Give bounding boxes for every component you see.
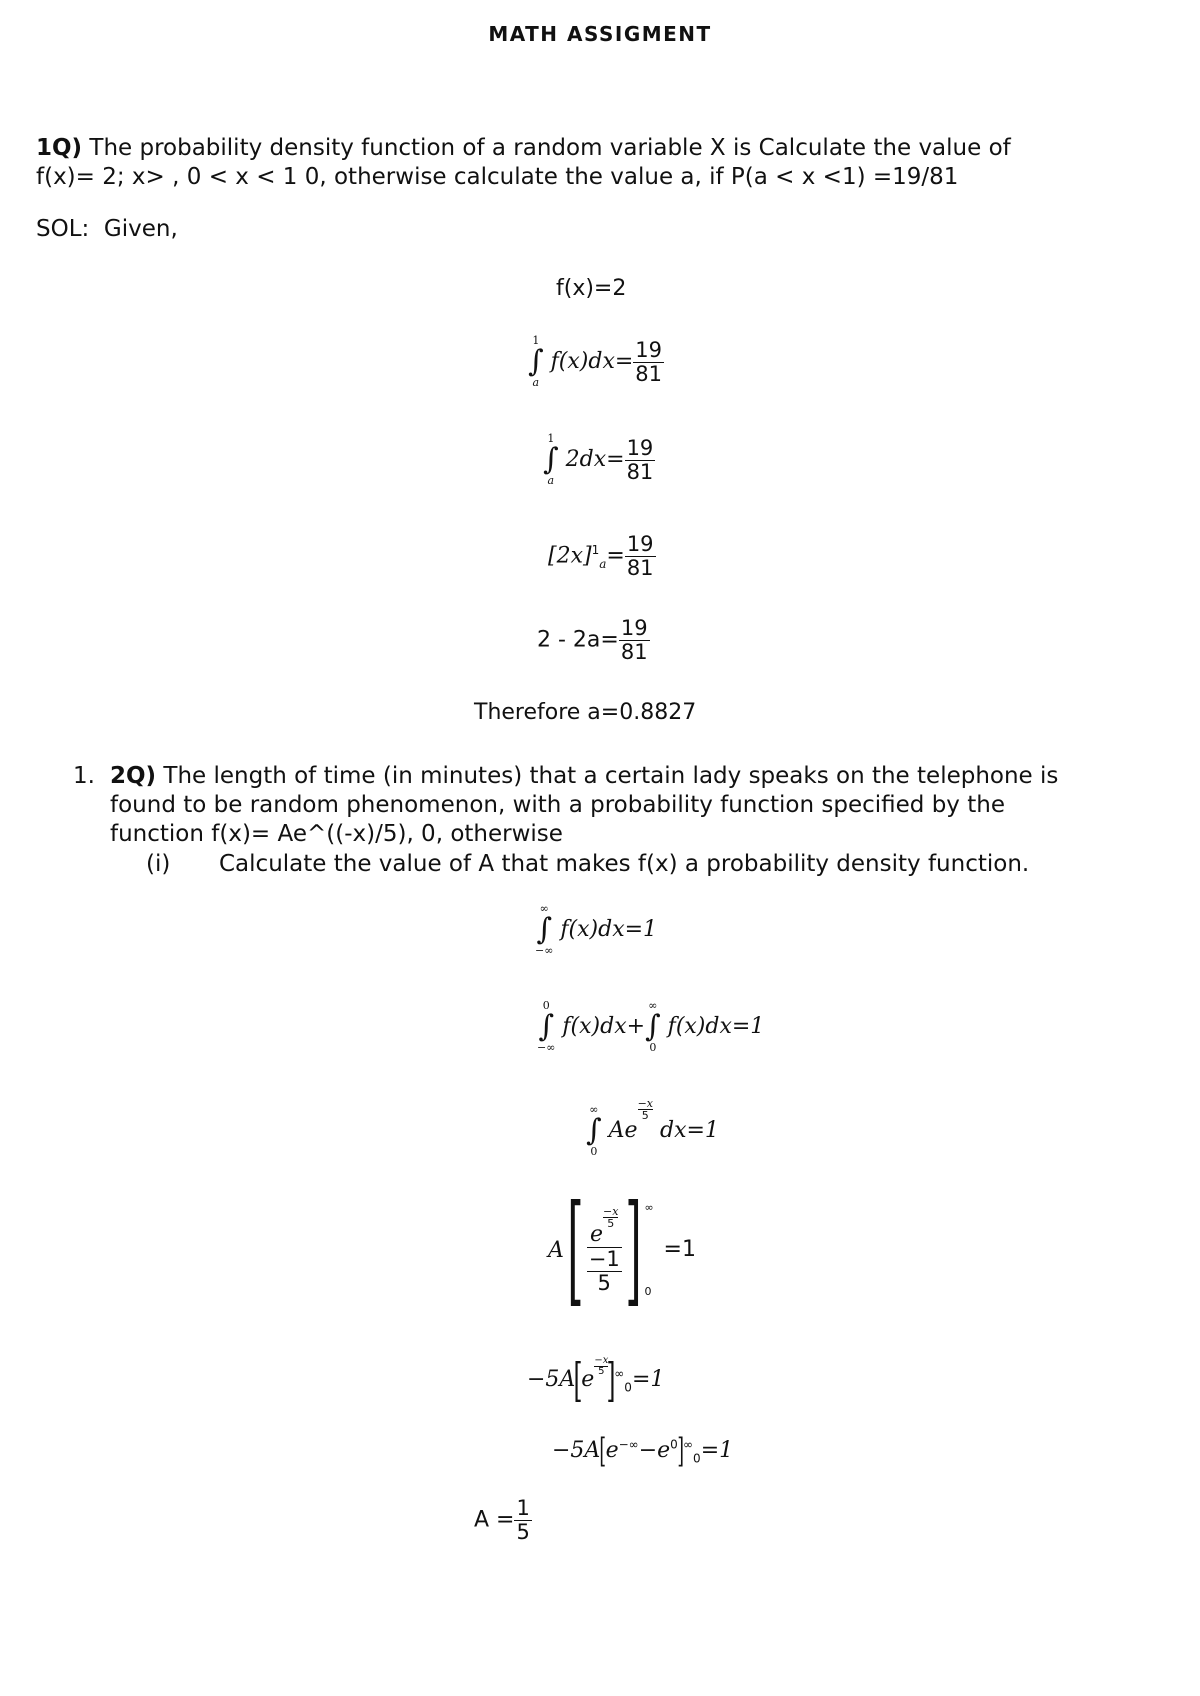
denominator: 5 [597, 1270, 611, 1295]
exp-numerator: −x [637, 1097, 653, 1110]
question-1-line1: The probability density function of a random variable X is Calculate the value of [82, 135, 1011, 161]
integral-sign: 1 ∫ a [543, 432, 559, 487]
upper-limit: 1 [547, 432, 555, 445]
lower-limit: −∞ [537, 1041, 556, 1054]
numerator: 19 [626, 435, 654, 460]
lower-limit: a [547, 474, 555, 487]
coefficient-a: A [608, 1118, 625, 1143]
fraction-19-81 [633, 339, 664, 386]
bracket-limits [645, 1202, 657, 1298]
list-number: 1. [73, 763, 95, 789]
numerator: 19 [635, 337, 663, 362]
integral-sign: ∞ ∫ 0 [645, 999, 661, 1054]
equals-one: =1 [631, 1367, 665, 1392]
lower-limit: 0 [693, 1451, 701, 1466]
solution-heading [36, 215, 178, 244]
denominator: 81 [620, 640, 648, 664]
integral-sign: ∞ ∫ 0 [586, 1103, 602, 1158]
upper-limit: ∞ [644, 1201, 654, 1214]
question-2-label: 2Q) [110, 763, 157, 789]
lower-limit: 0 [644, 1285, 652, 1298]
upper-limit: ∞ [683, 1437, 694, 1452]
equation-fx: f(x)=2 [556, 276, 627, 301]
upper-limit: ∞ [648, 999, 658, 1012]
fraction-one-fifth [514, 1497, 531, 1544]
upper-limit: 0 [542, 999, 550, 1012]
equation-split-integral [537, 1000, 764, 1054]
exp-denominator: 5 [607, 1216, 615, 1230]
numerator: 19 [626, 532, 654, 556]
fraction-19-81 [625, 533, 656, 580]
left-bracket: [ [599, 1431, 607, 1471]
lhs: 2 - 2a= [537, 627, 619, 653]
sub-question-text: Calculate the value of A that makes f(x) a probability density function. [219, 851, 1030, 877]
exp-denominator: 5 [598, 1366, 605, 1377]
equation-antiderivative [548, 1180, 696, 1320]
equation-integral-fx [528, 335, 664, 389]
lower-limit: −∞ [535, 944, 554, 957]
equals-one: =1 [663, 1237, 696, 1262]
solution-label: SOL: [36, 216, 90, 242]
numerator: 1 [516, 1496, 530, 1520]
right-bracket: ] [606, 1353, 616, 1407]
equation-bracket: $[2x]^1_a=$ $\frac{19}{81}$ [548, 532, 654, 580]
equals-one: =1 [700, 1438, 734, 1463]
question-2-line1: The length of time (in minutes) that a certain lady speaks on the telephone is [156, 763, 1059, 789]
final-answer [474, 1497, 532, 1544]
sub-question-label: (i) [146, 851, 171, 877]
exponent-zero: 0 [670, 1437, 678, 1452]
bracket-upper: 1 [591, 543, 600, 558]
integral-sign: 1 ∫ a [528, 334, 544, 389]
equation-neg5a [527, 1350, 664, 1410]
question-2-line2: found to be random phenomenon, with a probability function specified by the [110, 792, 1005, 818]
integral-sign: ∞ ∫ −∞ [535, 902, 554, 957]
numerator: 19 [620, 616, 648, 640]
upper-limit: ∞ [589, 1103, 599, 1116]
final-lhs: A = [474, 1507, 515, 1533]
right-bracket: ] [624, 1180, 642, 1319]
denominator: 81 [635, 361, 663, 386]
exponent-neg-inf: −∞ [618, 1437, 639, 1452]
document-title: MATH ASSIGMENT [488, 22, 712, 46]
exp-numerator: −x [594, 1355, 609, 1366]
sub-question-i [146, 850, 170, 879]
coefficient-a: A [548, 1237, 564, 1263]
fraction-19-81 [619, 617, 650, 664]
question-1-label: 1Q) [36, 135, 83, 161]
denominator: 81 [626, 556, 654, 580]
dx-equals-one: dx=1 [659, 1118, 719, 1143]
right-bracket: ] [677, 1431, 684, 1471]
exp-numerator: −x [603, 1204, 619, 1218]
lower-limit: a [532, 376, 540, 389]
equation-integral-2dx [543, 433, 655, 487]
exponent-fraction [603, 1206, 618, 1229]
neg-5a: −5A [552, 1438, 601, 1463]
numerator: −1 [588, 1246, 620, 1271]
minus-one-fifth [587, 1248, 622, 1295]
upper-limit: ∞ [614, 1366, 625, 1381]
euler-e: e [605, 1438, 619, 1463]
minus-e: −e [638, 1438, 671, 1463]
denominator: 5 [516, 1520, 530, 1544]
exp-denominator: 5 [641, 1109, 649, 1122]
question-2 [73, 762, 1183, 849]
question-1-line2: f(x)= 2; x> , 0 < x < 1 0, otherwise calculate the value a, if P(a < x <1) =19/81 [36, 164, 959, 190]
equation-evaluate [552, 1431, 734, 1471]
solution-given: Given, [103, 216, 178, 242]
integrand-second: f(x)dx=1 [667, 1014, 765, 1039]
left-bracket: [ [567, 1180, 584, 1319]
left-bracket: [ [573, 1353, 583, 1407]
integrand: f(x)dx= [550, 349, 634, 374]
antiderivative-fraction [587, 1206, 622, 1295]
question-2-line3: function f(x)= Ae^((-x)/5), 0, otherwise [110, 821, 563, 847]
euler-e: e [624, 1118, 638, 1143]
integrand: 2dx= [565, 447, 625, 472]
euler-e: e [589, 1221, 603, 1247]
lower-limit: 0 [649, 1041, 657, 1054]
integrand: f(x)dx=1 [560, 917, 658, 942]
lower-limit: 0 [624, 1380, 632, 1395]
upper-limit: ∞ [539, 902, 549, 915]
denominator: 81 [626, 459, 654, 484]
equation-exp-integral [586, 1098, 719, 1158]
fraction-19-81 [625, 437, 656, 484]
exponent-fraction [638, 1098, 653, 1121]
bracket-lower: a [599, 556, 607, 571]
answer-a: Therefore a=0.8827 [474, 700, 697, 725]
equation-2-2a [537, 617, 650, 664]
lower-limit: 0 [590, 1145, 598, 1158]
euler-e: e [581, 1367, 595, 1392]
upper-limit: 1 [532, 334, 540, 347]
question-1 [36, 134, 1166, 192]
integral-sign: 0 ∫ −∞ [537, 999, 556, 1054]
integrand-first: f(x)dx+ [562, 1014, 646, 1039]
equation-total-integral [535, 903, 657, 957]
neg-5a: −5A [527, 1367, 576, 1392]
bracket-expression: [2x] [548, 543, 592, 569]
